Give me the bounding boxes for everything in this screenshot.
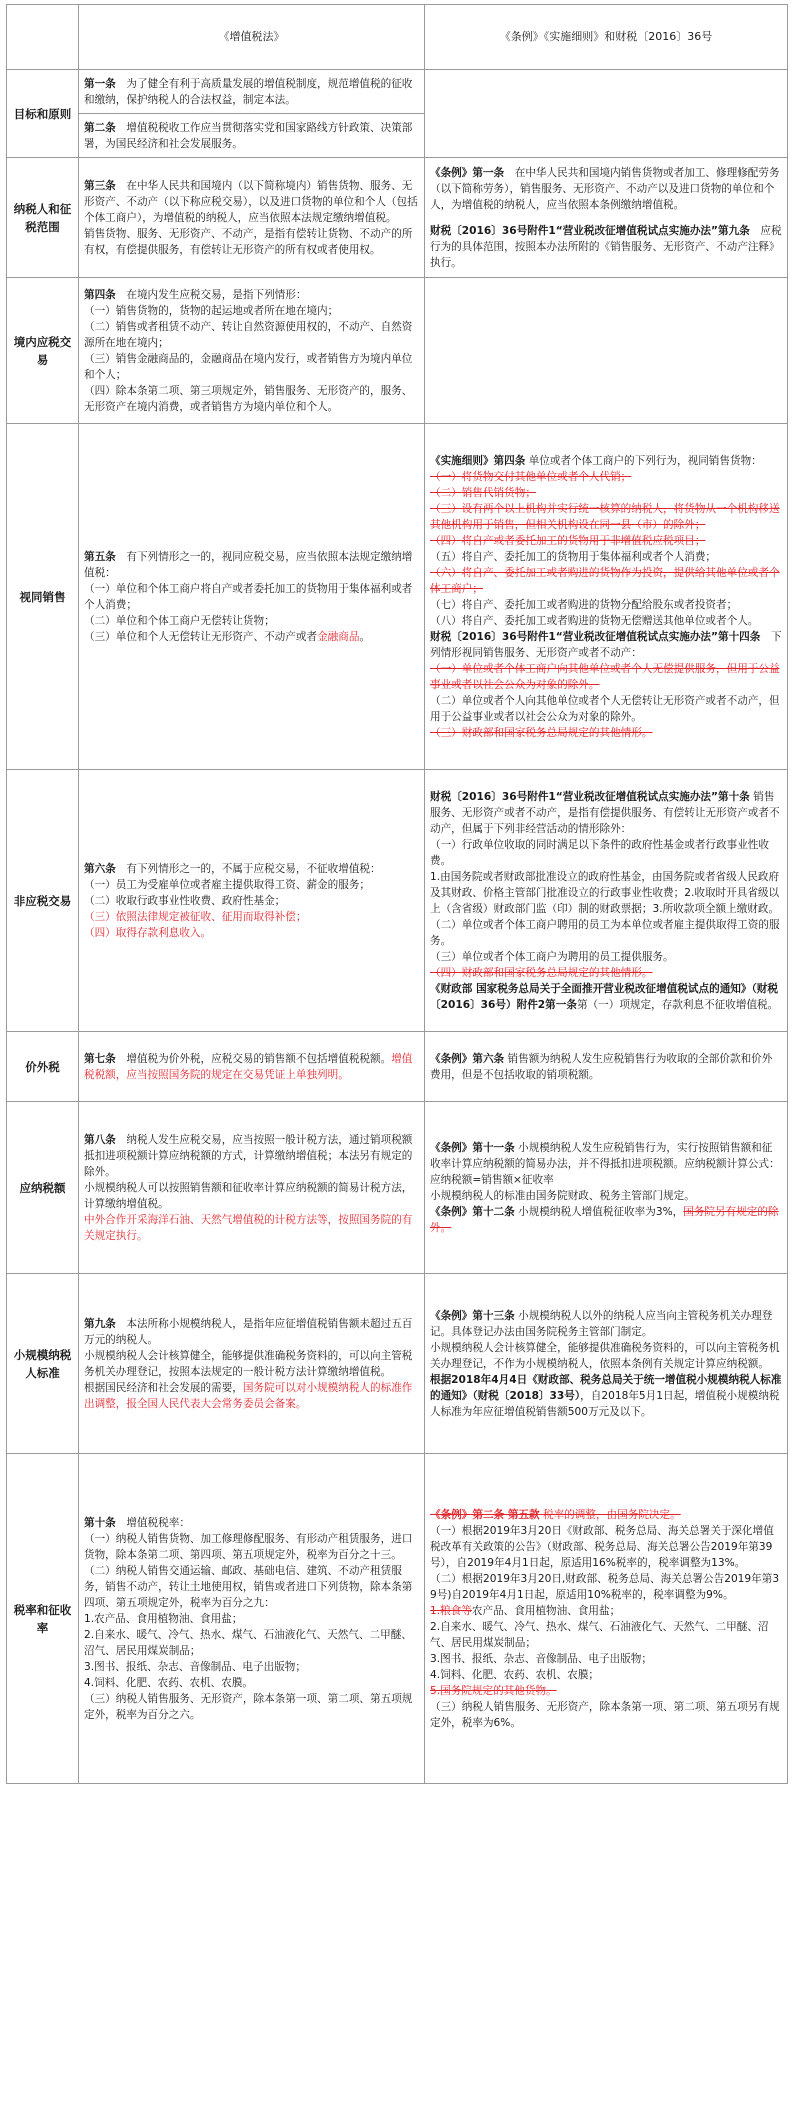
text-run: 应税行为的具体范围，按照本办法所附的《销售服务、无形资产、不动产注释》执行。: [430, 224, 782, 269]
row-small: [7, 1274, 788, 1454]
text-run: （三）依照法律规定被征收、征用而取得补偿；: [84, 910, 307, 923]
article-ref: 第六条: [84, 862, 116, 875]
paragraph: [430, 533, 782, 549]
text-run: （二）单位或者个体工商户聘用的员工为本单位或者雇主提供取得工资的服务。: [430, 918, 780, 947]
domestic-left-text: [84, 287, 419, 415]
text-run: （三）单位和个人无偿转让无形资产、不动产或者: [84, 630, 318, 643]
goal-article-2: [79, 114, 425, 158]
goal-article-2-text: [84, 120, 419, 152]
comparison-document: [6, 4, 787, 1784]
non-taxable-right: [425, 770, 788, 1032]
text-run: （一）根据2019年3月20日《财政部、税务总局、海关总署关于深化增值税改革有关政策的公告》（财政部、税务总局、海关总署公告2019年第39号），自2019年4月1日起，原适用16%税率的，税率调整为13%。: [430, 1524, 774, 1569]
text-run: （八）将自产、委托加工或者购进的货物无偿赠送其他单位或者个人。: [430, 614, 759, 627]
category-domestic: 境内应税交易: [7, 278, 79, 424]
text-run: （三）财政部和国家税务总局规定的其他情形。: [430, 726, 653, 739]
row-scope: [7, 158, 788, 278]
text-run: 有下列情形之一的，视同应税交易，应当依照本法规定缴纳增值税：: [84, 550, 413, 579]
rates-left-text: [84, 1515, 419, 1723]
category-rates: 税率和征收率: [7, 1454, 79, 1784]
paragraph: [430, 453, 782, 469]
article-ref: 第九条: [84, 1317, 116, 1330]
text-run: （二）单位和个体工商户无偿转让货物；: [84, 614, 275, 627]
paragraph: [84, 925, 419, 941]
small-left-text: [84, 1316, 419, 1412]
paragraph: [430, 1140, 782, 1188]
rates-left: [79, 1454, 425, 1784]
text-run: 3.图书、报纸、杂志、音像制品、电子出版物；: [430, 1652, 652, 1665]
paragraph: [430, 223, 782, 271]
category-scope: 纳税人和征税范围: [7, 158, 79, 278]
scope-right: [425, 158, 788, 278]
text-run: 小规模纳税人会计核算健全，能够提供准确税务资料的，可以向主管税务机关办理登记，不作为小规模纳税人，依照本条例有关规定计算应纳税额。: [430, 1341, 780, 1370]
paragraph: [84, 1611, 419, 1627]
paragraph: [430, 1372, 782, 1420]
text-run: （三）纳税人销售服务、无形资产，除本条第一项、第二项、第五项规定外，税率为百分之六。: [84, 1692, 413, 1721]
text-run: （五）将自产、委托加工的货物用于集体福利或者个人消费；: [430, 550, 717, 563]
scope-left-text: [84, 178, 419, 258]
text-run: 小规模纳税人会计核算健全，能够提供准确税务资料的，可以向主管税务机关办理登记，按照本法规定的一般计税方法计算缴纳增值税。: [84, 1349, 413, 1378]
paragraph: [84, 1212, 419, 1244]
non-taxable-left-text: [84, 861, 419, 941]
text-run: 增值税税率：: [115, 1516, 190, 1529]
deemed-right-text: [430, 453, 782, 741]
paragraph: [430, 1619, 782, 1651]
text-run: （三）设有两个以上机构并实行统一核算的纳税人，将货物从一个机构移送其他机构用于销售，但相关机构设在同一县（市）的除外；: [430, 502, 780, 531]
text-run: 小规模纳税人的标准由国务院财政、税务主管部门规定。: [430, 1189, 695, 1202]
category-goal: 目标和原则: [7, 70, 79, 158]
text-run: （一）销售货物的，货物的起运地或者所在地在境内；: [84, 304, 339, 317]
paragraph: [84, 1627, 419, 1659]
paragraph: [84, 1563, 419, 1611]
text-run: 销售服务、无形资产或者不动产，是指有偿提供服务、有偿转让无形资产或者不动产，但属于下列非经营活动的情形除外：: [430, 790, 780, 835]
paragraph: [430, 613, 782, 629]
small-left: [79, 1274, 425, 1454]
text-run: 农产品、食用植物油、食用盐；: [471, 1604, 621, 1617]
price-right-text: [430, 1051, 782, 1083]
paragraph: [84, 76, 419, 108]
scope-right-text: [430, 165, 782, 271]
text-run: 增值税为价外税，应税交易的销售额不包括增值税税额。: [115, 1052, 392, 1065]
row-domestic: [7, 278, 788, 424]
text-run: 小规模纳税人以外的纳税人应当向主管税务机关办理登记。具体登记办法由国务院税务主管部门制定。: [430, 1309, 773, 1338]
header-regulations: 《条例》《实施细则》和财税〔2016〕36号: [425, 5, 788, 70]
text-run: （二）纳税人销售交通运输、邮政、基础电信、建筑、不动产租赁服务，销售不动产，转让土地使用权，销售或者进口下列货物，除本条第四项、第五项规定外，税率为百分之九：: [84, 1564, 413, 1609]
text-run: （一）纳税人销售货物、加工修理修配服务、有形动产租赁服务，进口货物，除本条第二项、第四项、第五项规定外，税率为百分之十三。: [84, 1532, 413, 1561]
text-run: 在中华人民共和国境内销售货物或者加工、修理修配劳务（以下简称劳务），销售服务、无形资产、不动产以及进口货物的单位和个人，为增值税的纳税人，应当依照本条例缴纳增值税。: [430, 166, 780, 211]
row-price: [7, 1032, 788, 1102]
scope-left: [79, 158, 425, 278]
deemed-left: [79, 424, 425, 770]
paragraph: [84, 1380, 419, 1412]
paragraph: [84, 1691, 419, 1723]
text-run: 根据国民经济和社会发展的需要，: [84, 1381, 243, 1394]
text-run: （一）单位和个体工商户将自产或者委托加工的货物用于集体福利或者个人消费；: [84, 582, 413, 611]
article-ref: 《条例》第十三条: [430, 1309, 515, 1322]
text-run: （二）销售或者租赁不动产、转让自然资源使用权的，不动产、自然资源所在地在境内；: [84, 320, 413, 349]
domestic-left: [79, 278, 425, 424]
text-run: 4.饲料、化肥、农药、农机、农膜；: [430, 1668, 600, 1681]
row-rates: [7, 1454, 788, 1784]
paragraph: [430, 661, 782, 693]
text-run: 2.自来水、暖气、冷气、热水、煤气、石油液化气、天然气、二甲醚、沼气、居民用煤炭制品；: [430, 1620, 769, 1649]
goal-right-empty: [425, 70, 788, 158]
paragraph: [430, 1699, 782, 1731]
rates-right: [425, 1454, 788, 1784]
paragraph: [84, 549, 419, 581]
paragraph: [84, 1531, 419, 1563]
paragraph: [430, 485, 782, 501]
payable-right-text: [430, 1140, 782, 1236]
text-run: （四）取得存款利息收入。: [84, 926, 212, 939]
paragraph: [84, 613, 419, 629]
paragraph: [430, 789, 782, 837]
paragraph: [84, 178, 419, 226]
text-run: 税率的调整，由国务院决定。: [539, 1508, 681, 1521]
paragraph: [84, 629, 419, 645]
text-run: 中外合作开采海洋石油、天然气增值税的计税方法等，按照国务院的有关规定执行。: [84, 1213, 413, 1242]
text-run: 国务院另有规定的除外。: [430, 1205, 779, 1234]
goal-article-1-text: [84, 76, 419, 108]
text-run: 第（一）项规定，存款利息不征收增值税。: [576, 998, 779, 1011]
text-run: （四）将自产或者委托加工的货物用于非增值税应税项目；: [430, 534, 706, 547]
category-small: 小规模纳税人标准: [7, 1274, 79, 1454]
price-left-text: [84, 1051, 419, 1083]
article-ref: 第十条: [84, 1516, 116, 1529]
paragraph: [430, 1051, 782, 1083]
text-run: （四）除本条第二项、第三项规定外，销售服务、无形资产的，服务、无形资产在境内消费，或者销售方为境内单位和个人。: [84, 384, 413, 413]
text-run: 3.图书、报纸、杂志、音像制品、电子出版物；: [84, 1660, 306, 1673]
paragraph: [84, 1132, 419, 1180]
text-run: （二）单位或者个人向其他单位或者个人无偿转让无形资产或者不动产，但用于公益事业或者以社会公众为对象的除外。: [430, 694, 780, 723]
text-run: 1.由国务院或者财政部批准设立的政府性基金，由国务院或者省级人民政府及其财政、价格主管部门批准设立的行政事业性收费；2.收取时开具省级以上（含省级）财政部门监（印）制的财政票据；3.所收款项全额上缴财政。: [430, 870, 780, 915]
text-run: 1.粮食等: [430, 1604, 472, 1617]
paragraph: [84, 287, 419, 303]
text-run: （二）根据2019年3月20日,财政部、税务总局、海关总署公告2019年第39号)自2019年4月1日起，原适用10%税率的，税率调整为9%。: [430, 1572, 780, 1601]
paragraph: [84, 383, 419, 415]
paragraph: [84, 1675, 419, 1691]
text-run: （一）单位或者个体工商户向其他单位或者个人无偿提供服务，但用于公益事业或者以社会公众为对象的除外。: [430, 662, 780, 691]
paragraph: [84, 319, 419, 351]
article-ref: 第二条: [84, 121, 116, 134]
paragraph: [430, 469, 782, 485]
text-run: 本法所称小规模纳税人，是指年应征增值税销售额未超过五百万元的纳税人。: [84, 1317, 413, 1346]
row-payable: [7, 1102, 788, 1274]
paragraph: [430, 1667, 782, 1683]
comparison-table: [6, 4, 788, 1784]
text-run: 单位或者个体工商户的下列行为，视同销售货物：: [525, 454, 762, 467]
paragraph: [84, 226, 419, 258]
paragraph: [430, 1683, 782, 1699]
paragraph: [84, 1515, 419, 1531]
paragraph: [84, 861, 419, 877]
row-goal-1: [7, 70, 788, 114]
text-run: 有下列情形之一的，不属于应税交易，不征收增值税：: [115, 862, 381, 875]
paragraph: [84, 303, 419, 319]
paragraph: [430, 1603, 782, 1619]
goal-article-1: [79, 70, 425, 114]
paragraph: [84, 351, 419, 383]
text-run: （一）员工为受雇单位或者雇主提供取得工资、薪金的服务；: [84, 878, 371, 891]
paragraph: [84, 877, 419, 893]
small-right: [425, 1274, 788, 1454]
non-taxable-left: [79, 770, 425, 1032]
text-run: 小规模纳税人发生应税销售行为，实行按照销售额和征收率计算应纳税额的简易办法，并不得抵扣进项税额。应纳税额计算公式：应纳税额=销售额×征收率: [430, 1141, 780, 1186]
text-run: （三）单位或者个体工商户为聘用的员工提供服务。: [430, 950, 674, 963]
paragraph: [430, 597, 782, 613]
text-run: 5.国务院规定的其他货物。: [430, 1684, 557, 1697]
small-right-text: [430, 1308, 782, 1420]
article-ref: 《条例》第十一条: [430, 1141, 515, 1154]
category-payable: 应纳税额: [7, 1102, 79, 1274]
paragraph: [430, 1571, 782, 1603]
price-left: [79, 1032, 425, 1102]
paragraph: [84, 120, 419, 152]
deemed-left-text: [84, 549, 419, 645]
paragraph: [430, 981, 782, 1013]
text-run: （一）行政单位收取的同时满足以下条件的政府性基金或者行政事业性收费。: [430, 838, 769, 867]
text-run: （三）销售金融商品的，金融商品在境内发行，或者销售方为境内单位和个人；: [84, 352, 413, 381]
article-ref: 《财政部 国家税务总局关于全面推开营业税改征增值税试点的通知》（财税〔2016〕36号）附件2第一条: [430, 982, 778, 1011]
header-vat-law: 《增值税法》: [79, 5, 425, 70]
text-run: 国务院可以对小规模纳税人的标准作出调整，报全国人民代表大会常务委员会备案。: [84, 1381, 413, 1410]
text-run: 金融商品: [317, 630, 360, 643]
article-ref: 第四条: [84, 288, 116, 301]
article-ref: 《条例》第一条: [430, 166, 505, 179]
paragraph: [430, 1308, 782, 1340]
paragraph: [430, 1188, 782, 1204]
header-row: [7, 5, 788, 70]
text-run: （四）财政部和国家税务总局规定的其他情形。: [430, 966, 653, 979]
text-run: 。: [359, 630, 371, 643]
rates-right-text: [430, 1507, 782, 1731]
paragraph: [430, 725, 782, 741]
paragraph: [430, 565, 782, 597]
text-run: （二）收取行政事业性收费、政府性基金；: [84, 894, 286, 907]
non-taxable-right-text: [430, 789, 782, 1013]
paragraph: [430, 1507, 782, 1523]
text-run: 为了健全有利于高质量发展的增值税制度，规范增值税的征收和缴纳，保护纳税人的合法权益，制定本法。: [84, 77, 413, 106]
price-right: [425, 1032, 788, 1102]
text-run: 小规模纳税人可以按照销售额和征收率计算应纳税额的简易计税方法，计算缴纳增值税。: [84, 1181, 413, 1210]
paragraph: [84, 1180, 419, 1212]
paragraph: [430, 549, 782, 565]
article-ref: 《条例》第十二条: [430, 1205, 515, 1218]
article-ref: 《条例》第六条: [430, 1052, 505, 1065]
category-price: 价外税: [7, 1032, 79, 1102]
category-deemed: 视同销售: [7, 424, 79, 770]
article-ref: 第七条: [84, 1052, 116, 1065]
article-ref: 第一条: [84, 77, 116, 90]
paragraph: [430, 917, 782, 949]
row-non-taxable: [7, 770, 788, 1032]
article-ref: 根据2018年4月4日《财政部、税务总局关于统一增值税小规模纳税人标准的通知》（财税〔2018〕33号）: [430, 1373, 782, 1402]
text-run: 2.自来水、暖气、冷气、热水、煤气、石油液化气、天然气、二甲醚、沼气、居民用煤炭制品；: [84, 1628, 412, 1657]
text-run: 增值税税额，应当按照国务院的规定在交易凭证上单独列明。: [84, 1052, 413, 1081]
text-run: （七）将自产、委托加工或者购进的货物分配给股东或者投资者；: [430, 598, 738, 611]
text-run: （二）销售代销货物；: [430, 486, 536, 499]
paragraph: [84, 581, 419, 613]
article-ref: 财税〔2016〕36号附件1“营业税改征增值税试点实施办法”第九条: [430, 224, 750, 237]
paragraph: [430, 1204, 782, 1236]
text-run: 1.农产品、食用植物油、食用盐；: [84, 1612, 243, 1625]
paragraph: [84, 1348, 419, 1380]
payable-left-text: [84, 1132, 419, 1244]
paragraph: [430, 693, 782, 725]
category-non-taxable: 非应税交易: [7, 770, 79, 1032]
paragraph: [430, 965, 782, 981]
article-ref: 财税〔2016〕36号附件1“营业税改征增值税试点实施办法”第十四条: [430, 630, 761, 643]
text-run: 在境内发生应税交易，是指下列情形：: [115, 288, 307, 301]
text-run: 纳税人发生应税交易，应当按照一般计税方法，通过销项税额抵扣进项税额计算应纳税额的方式，计算缴纳增值税；本法另有规定的除外。: [84, 1133, 413, 1178]
paragraph: [430, 949, 782, 965]
article-ref: 第三条: [84, 179, 116, 192]
paragraph: [84, 909, 419, 925]
paragraph: [84, 893, 419, 909]
text-run: 在中华人民共和国境内（以下简称境内）销售货物、服务、无形资产、不动产（以下称应税交易），以及进口货物的单位和个人（包括个体工商户），为增值税的纳税人，应当依照本法规定缴纳增值税。: [84, 179, 418, 224]
paragraph: [430, 1523, 782, 1571]
text-run: （一）将货物交付其他单位或者个人代销；: [430, 470, 632, 483]
header-category-blank: [7, 5, 79, 70]
paragraph: [84, 1051, 419, 1083]
paragraph: [430, 1651, 782, 1667]
article-ref: 第八条: [84, 1133, 116, 1146]
payable-left: [79, 1102, 425, 1274]
article-ref: 第五条: [84, 550, 116, 563]
paragraph: [430, 1340, 782, 1372]
payable-right: [425, 1102, 788, 1274]
domestic-right-empty: [425, 278, 788, 424]
article-ref: 财税〔2016〕36号附件1“营业税改征增值税试点实施办法”第十条: [430, 790, 750, 803]
paragraph: [84, 1659, 419, 1675]
paragraph-gap: [430, 213, 782, 223]
text-run: （三）纳税人销售服务、无形资产，除本条第一项、第二项、第五项另有规定外，税率为6%。: [430, 1700, 780, 1729]
paragraph: [430, 501, 782, 533]
text-run: 下列情形视同销售服务、无形资产或者不动产：: [430, 630, 782, 659]
text-run: 销售货物、服务、无形资产、不动产，是指有偿转让货物、不动产的所有权，有偿提供服务，有偿转让无形资产的所有权或者使用权。: [84, 227, 413, 256]
row-deemed: [7, 424, 788, 770]
paragraph: [430, 629, 782, 661]
text-run: ，自2018年5月1日起，增值税小规模纳税人标准为年应征增值税销售额500万元及以下。: [430, 1389, 780, 1418]
text-run: 销售额为纳税人发生应税销售行为收取的全部价款和价外费用，但是不包括收取的销项税额。: [430, 1052, 773, 1081]
article-ref: 《实施细则》第四条: [430, 454, 526, 467]
text-run: 小规模纳税人增值税征收率为3%，: [514, 1205, 684, 1218]
deemed-right: [425, 424, 788, 770]
paragraph: [84, 1316, 419, 1348]
text-run: （六）将自产、委托加工或者购进的货物作为投资，提供给其他单位或者个体工商户；: [430, 566, 780, 595]
paragraph: [430, 869, 782, 917]
paragraph: [430, 837, 782, 869]
paragraph: [430, 165, 782, 213]
text-run: 增值税税收工作应当贯彻落实党和国家路线方针政策、决策部署，为国民经济和社会发展服务。: [84, 121, 413, 150]
text-run: 《条例》第二条 第五款: [430, 1508, 540, 1521]
text-run: 4.饲料、化肥、农药、农机、农膜。: [84, 1676, 254, 1689]
